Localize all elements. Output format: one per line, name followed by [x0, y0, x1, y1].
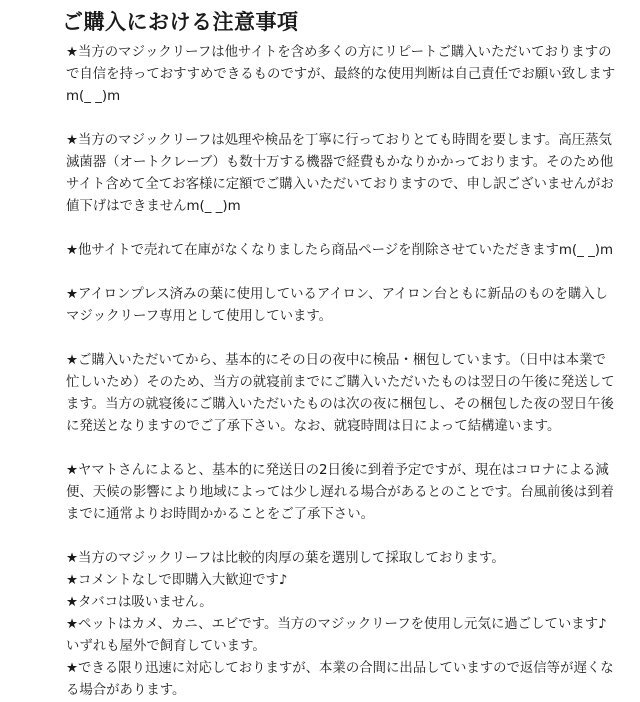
text-line: 滅菌器（オートクレーブ）も数十万する機器で経費もかなりかかっております。そのため他: [66, 155, 614, 170]
notice-content: [66, 42, 616, 702]
text-line: ます。当方の就寝後にご購入いただいたものは次の夜に梱包し、その梱包した夜の翌日午後: [66, 397, 614, 412]
notice-paragraph: [66, 460, 614, 526]
notice-paragraph: [66, 548, 614, 702]
text-line: までに通常よりお時間かかることをご了承下さい。: [66, 507, 374, 522]
paragraph-spacer: [66, 218, 600, 240]
paragraph-spacer: [66, 526, 600, 548]
text-line: ★当方のマジックリーフは処理や検品を丁寧に行っておりとても時間を要します。高圧蒸気: [66, 133, 612, 148]
paragraph-spacer: [66, 438, 600, 460]
text-line: ★タバコは吸いません。: [66, 595, 213, 610]
notice-paragraph: [66, 284, 608, 328]
text-line: ★他サイトで売れて在庫がなくなりましたら商品ページを削除させていただきますm(_ _)m: [66, 243, 614, 258]
text-line: サイト含めて全てお客様に定額でご購入いただいておりますので、申し訳ございませんがお: [66, 177, 614, 192]
text-line: ★ヤマトさんによると、基本的に発送日の2日後に到着予定ですが、現在はコロナによる減: [66, 463, 609, 478]
text-line: る場合があります。: [66, 683, 186, 698]
notice-paragraph: [66, 350, 615, 438]
notice-paragraph: [66, 42, 616, 108]
paragraph-spacer: [66, 262, 600, 284]
notice-paragraph: [66, 240, 614, 262]
text-line: 忙しいため）そのため、当方の就寝前までにご購入いただいたものは翌日の午後に発送して: [66, 375, 615, 390]
text-line: ★ペットはカメ、カニ、エビです。当方のマジックリーフを使用し元気に過ごしています♪: [66, 617, 607, 632]
paragraph-spacer: [66, 108, 600, 130]
page-title: ご購入における注意事項: [62, 10, 299, 34]
text-line: で自信を持っておすすめできるものですが、最終的な使用判断は自己責任でお願い致します: [66, 67, 616, 82]
text-line: ★当方のマジックリーフは比較的肉厚の葉を選別して採取しております。: [66, 551, 505, 566]
text-line: いずれも屋外で飼育しています。: [66, 639, 266, 654]
notice-paragraph: [66, 130, 614, 218]
text-line: 便、天候の影響により地域によっては少し遅れる場合があるとのことです。台風前後は到着: [66, 485, 614, 500]
text-line: マジックリーフ専用として使用しています。: [66, 309, 333, 324]
text-line: 値下げはできませんm(_ _)m: [66, 199, 241, 214]
text-line: ★当方のマジックリーフは他サイトを含め多くの方にリピートご購入いただいておりますの: [66, 45, 612, 60]
paragraph-spacer: [66, 328, 600, 350]
text-line: ★コメントなしで即購入大歓迎です♪: [66, 573, 288, 588]
text-line: ★できる限り迅速に対応しておりますが、本業の合間に出品していますので返信等が遅くな: [66, 661, 614, 676]
text-line: ★ご購入いただいてから、基本的にその日の夜中に検品・梱包しています。（日中は本業で: [66, 353, 606, 368]
text-line: に発送となりますのでご了承下さい。なお、就寝時間は日によって結構違います。: [66, 419, 561, 434]
text-line: m(_ _)m: [66, 89, 121, 104]
text-line: ★アイロンプレス済みの葉に使用しているアイロン、アイロン台ともに新品のものを購入し: [66, 287, 608, 302]
